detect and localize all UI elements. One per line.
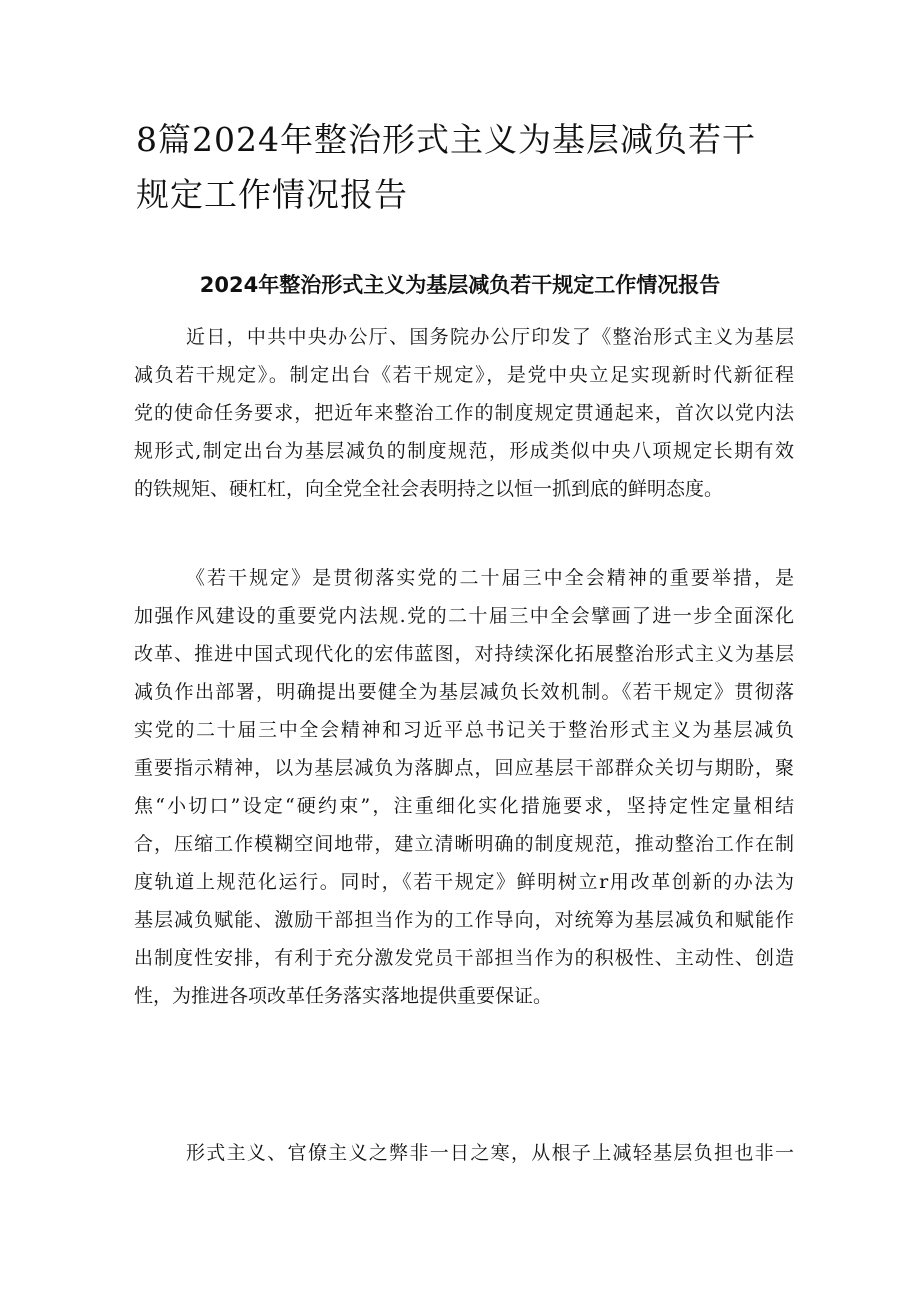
body-paragraph xyxy=(134,318,794,508)
body-paragraph xyxy=(134,1134,794,1172)
document-title-line: 8篇2024年整治形式主义为基层减负若干 xyxy=(136,120,756,159)
paragraph-line: 度轨道上规范化运行。同时，《若干规定》鲜明树立r用改革创新的办法为 xyxy=(134,871,794,893)
paragraph-line: 重要指示精神，以为基层减负为落脚点，回应基层干部群众关切与期盼，聚 xyxy=(134,757,794,779)
paragraph-line: 实党的二十届三中全会精神和习近平总书记关于整治形式主义为基层减负 xyxy=(134,719,794,741)
paragraph-line: 的铁规矩、硬杠杠，向全党全社会表明持之以恒一抓到底的鲜明态度。 xyxy=(134,478,724,500)
paragraph-line: 形式主义、官僚主义之弊非一日之寒，从根子上减轻基层负担也非一 xyxy=(186,1142,794,1164)
paragraph-line: 《若干规定》是贯彻落实党的二十届三中全会精神的重要举措，是 xyxy=(186,567,794,589)
document-title xyxy=(136,112,776,222)
section-heading: 2024年整治形式主义为基层减负若干规定工作情况报告 xyxy=(199,273,721,297)
paragraph-line: 党的使命任务要求，把近年来整治工作的制度规定贯通起来，首次以党内法 xyxy=(134,402,794,424)
paragraph-line: 减负若干规定》。制定出台《若干规定》，是党中央立足实现新时代新征程 xyxy=(134,364,794,386)
body-paragraph xyxy=(134,559,794,1015)
document-title-line: 规定工作情况报告 xyxy=(136,175,408,214)
paragraph-line: 规形式,制定出台为基层减负的制度规范，形成类似中央八项规定长期有效 xyxy=(134,440,794,462)
paragraph-line: 减负作出部署，明确提出要健全为基层减负长效机制。《若干规定》贯彻落 xyxy=(134,681,794,703)
paragraph-line: 加强作风建设的重要党内法规.党的二十届三中全会擘画了进一步全面深化 xyxy=(134,605,794,627)
paragraph-line: 焦“小切口”设定“硬约束”，注重细化实化措施要求，坚持定性定量相结 xyxy=(134,795,794,817)
paragraph-line: 性，为推进各项改革任务落实落地提供重要保证。 xyxy=(134,985,553,1007)
paragraph-line: 出制度性安排，有利于充分激发党员干部担当作为的积极性、主动性、创造 xyxy=(134,947,794,969)
paragraph-line: 近日，中共中央办公厅、国务院办公厅印发了《整治形式主义为基层 xyxy=(186,326,794,348)
paragraph-line: 改革、推进中国式现代化的宏伟蓝图，对持续深化拓展整治形式主义为基层 xyxy=(134,643,794,665)
paragraph-line: 合，压缩工作模糊空间地带，建立清晰明确的制度规范，推动整治工作在制 xyxy=(134,833,794,855)
paragraph-line: 基层减负赋能、激励干部担当作为的工作导向，对统筹为基层减负和赋能作 xyxy=(134,909,794,931)
